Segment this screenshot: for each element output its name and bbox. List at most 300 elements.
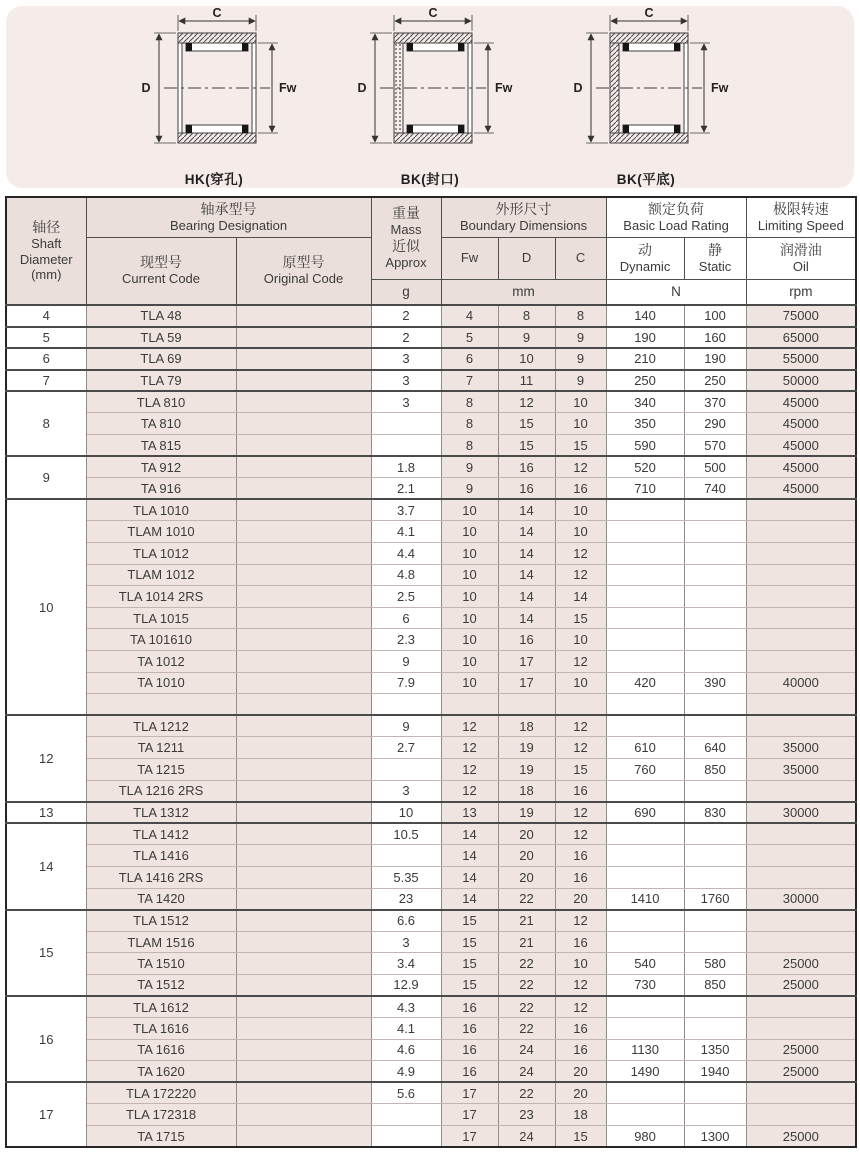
- cell-current-code: TLA 1012: [86, 543, 236, 565]
- diagram-caption-hk: HK(穿孔): [184, 171, 244, 187]
- cell-d: 24: [498, 1039, 555, 1061]
- cell-c: 12: [555, 996, 606, 1018]
- cell-mass: 4.9: [371, 1061, 441, 1083]
- header-boundary-dimensions: 外形尺寸 Boundary Dimensions: [441, 197, 606, 237]
- cell-current-code: TLA 79: [86, 370, 236, 392]
- cell-c: 10: [555, 953, 606, 975]
- cell-fw: 8: [441, 435, 498, 457]
- cell-dynamic-load: 190: [606, 327, 684, 349]
- cell-limiting-speed: [746, 996, 856, 1018]
- table-row: [6, 327, 856, 349]
- table-row: [6, 435, 856, 457]
- cell-dynamic-load: [606, 499, 684, 521]
- cell-fw: 12: [441, 715, 498, 737]
- table-row: [6, 391, 856, 413]
- cell-mass: [371, 758, 441, 780]
- cell-static-load: 850: [684, 758, 746, 780]
- cell-shaft-diameter: 10: [6, 499, 86, 715]
- bearing-cross-section-bk-flat-icon: [546, 7, 746, 165]
- cell-d: 20: [498, 866, 555, 888]
- table-row: [6, 715, 856, 737]
- header-original-code: 原型号 Original Code: [236, 237, 371, 305]
- diagram-caption-bk-flat: BK(平底): [616, 171, 676, 187]
- cell-c: 12: [555, 737, 606, 759]
- cell-d: 16: [498, 456, 555, 478]
- cell-static-load: [684, 910, 746, 932]
- cell-current-code: TLA 1312: [86, 802, 236, 824]
- cell-current-code: TLA 172318: [86, 1104, 236, 1126]
- cell-static-load: [684, 586, 746, 608]
- cell-fw: 14: [441, 888, 498, 910]
- cell-dynamic-load: 520: [606, 456, 684, 478]
- cell-fw: 7: [441, 370, 498, 392]
- cell-limiting-speed: [746, 910, 856, 932]
- cell-mass: 3.4: [371, 953, 441, 975]
- cell-d: 15: [498, 435, 555, 457]
- cell-static-load: [684, 1104, 746, 1126]
- cell-fw: 6: [441, 348, 498, 370]
- table-row: [6, 629, 856, 651]
- cell-original-code: [236, 1018, 371, 1040]
- cell-original-code: [236, 543, 371, 565]
- cell-mass: 5.6: [371, 1082, 441, 1104]
- cell-mass: 3: [371, 348, 441, 370]
- cell-dynamic-load: 1130: [606, 1039, 684, 1061]
- cell-original-code: [236, 758, 371, 780]
- cell-c: 10: [555, 629, 606, 651]
- cell-limiting-speed: [746, 823, 856, 845]
- cell-original-code: [236, 780, 371, 802]
- cell-d: 18: [498, 780, 555, 802]
- cell-current-code: TLA 1416 2RS: [86, 866, 236, 888]
- cell-static-load: 1940: [684, 1061, 746, 1083]
- cell-dynamic-load: 710: [606, 478, 684, 500]
- cell-static-load: [684, 780, 746, 802]
- cell-dynamic-load: [606, 823, 684, 845]
- cell-limiting-speed: [746, 1104, 856, 1126]
- cell-original-code: [236, 305, 371, 327]
- cell-static-load: 370: [684, 391, 746, 413]
- cell-shaft-diameter: 8: [6, 391, 86, 456]
- cell-mass: 4.8: [371, 564, 441, 586]
- cell-d: 22: [498, 996, 555, 1018]
- svg-text:Fw: Fw: [495, 80, 513, 95]
- table-row: [6, 521, 856, 543]
- cell-current-code: TLAM 1010: [86, 521, 236, 543]
- cell-dynamic-load: [606, 521, 684, 543]
- cell-current-code: TLA 1412: [86, 823, 236, 845]
- table-row: [6, 931, 856, 953]
- header-unit-n: N: [606, 279, 746, 305]
- cell-fw: 12: [441, 780, 498, 802]
- cell-current-code: TA 1616: [86, 1039, 236, 1061]
- svg-text:C: C: [428, 6, 438, 20]
- cell-dynamic-load: [606, 651, 684, 673]
- cell-static-load: 160: [684, 327, 746, 349]
- cell-c: 16: [555, 478, 606, 500]
- cell-dynamic-load: [606, 1082, 684, 1104]
- svg-text:D: D: [357, 80, 367, 95]
- cell-c: 15: [555, 1126, 606, 1148]
- cell-c: 9: [555, 348, 606, 370]
- cell-original-code: [236, 1061, 371, 1083]
- header-current-code: 现型号 Current Code: [86, 237, 236, 305]
- cell-current-code: TA 101610: [86, 629, 236, 651]
- cell-dynamic-load: 210: [606, 348, 684, 370]
- cell-dynamic-load: 980: [606, 1126, 684, 1148]
- table-row: [6, 543, 856, 565]
- cell-c: 12: [555, 543, 606, 565]
- table-row: [6, 305, 856, 327]
- cell-mass: 3.7: [371, 499, 441, 521]
- cell-static-load: 1350: [684, 1039, 746, 1061]
- cell-limiting-speed: [746, 845, 856, 867]
- cell-dynamic-load: [606, 866, 684, 888]
- cell-c: 16: [555, 780, 606, 802]
- table-row: [6, 910, 856, 932]
- cell-c: 10: [555, 499, 606, 521]
- cell-dynamic-load: [606, 780, 684, 802]
- cell-static-load: [684, 543, 746, 565]
- cell-limiting-speed: [746, 499, 856, 521]
- cell-original-code: [236, 607, 371, 629]
- cell-static-load: 580: [684, 953, 746, 975]
- cell-c: 12: [555, 456, 606, 478]
- cell-mass: 23: [371, 888, 441, 910]
- cell-static-load: [684, 694, 746, 716]
- bearing-diagram-hk-drawing: [114, 7, 314, 170]
- header-fw: Fw: [441, 237, 498, 279]
- cell-current-code: TA 1620: [86, 1061, 236, 1083]
- cell-d: 11: [498, 370, 555, 392]
- cell-mass: 6.6: [371, 910, 441, 932]
- cell-c: 9: [555, 370, 606, 392]
- cell-d: 22: [498, 888, 555, 910]
- header-mass: 重量 Mass 近似 Approx: [371, 197, 441, 279]
- cell-fw: 15: [441, 974, 498, 996]
- cell-original-code: [236, 715, 371, 737]
- cell-limiting-speed: [746, 564, 856, 586]
- cell-mass: [371, 845, 441, 867]
- header-static: 静 Static: [684, 237, 746, 279]
- cell-fw: 12: [441, 737, 498, 759]
- cell-fw: 10: [441, 586, 498, 608]
- cell-mass: 3: [371, 931, 441, 953]
- table-row: [6, 888, 856, 910]
- cell-fw: 10: [441, 499, 498, 521]
- cell-d: 14: [498, 499, 555, 521]
- cell-mass: 4.3: [371, 996, 441, 1018]
- table-row: [6, 758, 856, 780]
- cell-current-code: TLA 1014 2RS: [86, 586, 236, 608]
- cell-d: 21: [498, 931, 555, 953]
- cell-original-code: [236, 910, 371, 932]
- cell-shaft-diameter: 4: [6, 305, 86, 327]
- cell-fw: 14: [441, 845, 498, 867]
- header-unit-rpm: rpm: [746, 279, 856, 305]
- cell-d: 21: [498, 910, 555, 932]
- svg-text:D: D: [141, 80, 151, 95]
- table-row: [6, 348, 856, 370]
- cell-original-code: [236, 845, 371, 867]
- header-shaft-diameter: 轴径 Shaft Diameter (mm): [6, 197, 86, 305]
- cell-fw: 10: [441, 629, 498, 651]
- cell-limiting-speed: [746, 607, 856, 629]
- cell-d: 22: [498, 974, 555, 996]
- table-row: [6, 780, 856, 802]
- cell-limiting-speed: 40000: [746, 672, 856, 694]
- table-row: [6, 564, 856, 586]
- cell-shaft-diameter: 6: [6, 348, 86, 370]
- cell-mass: [371, 694, 441, 716]
- cell-current-code: TLA 1216 2RS: [86, 780, 236, 802]
- cell-fw: 10: [441, 521, 498, 543]
- cell-static-load: 740: [684, 478, 746, 500]
- cell-original-code: [236, 1104, 371, 1126]
- cell-c: 10: [555, 413, 606, 435]
- cell-d: 16: [498, 478, 555, 500]
- cell-fw: 16: [441, 1039, 498, 1061]
- cell-limiting-speed: 30000: [746, 802, 856, 824]
- cell-mass: 2.5: [371, 586, 441, 608]
- cell-d: 20: [498, 823, 555, 845]
- cell-limiting-speed: [746, 651, 856, 673]
- bearing-diagram-panel: [6, 6, 854, 188]
- cell-dynamic-load: [606, 910, 684, 932]
- cell-dynamic-load: 140: [606, 305, 684, 327]
- header-dynamic: 动 Dynamic: [606, 237, 684, 279]
- cell-fw: 17: [441, 1104, 498, 1126]
- cell-static-load: [684, 931, 746, 953]
- cell-current-code: TLA 59: [86, 327, 236, 349]
- header-unit-mm: mm: [441, 279, 606, 305]
- cell-dynamic-load: 760: [606, 758, 684, 780]
- cell-current-code: TA 1420: [86, 888, 236, 910]
- cell-c: 20: [555, 1082, 606, 1104]
- cell-static-load: [684, 823, 746, 845]
- cell-d: 24: [498, 1061, 555, 1083]
- cell-fw: 16: [441, 1061, 498, 1083]
- cell-original-code: [236, 478, 371, 500]
- cell-original-code: [236, 974, 371, 996]
- cell-fw: 17: [441, 1126, 498, 1148]
- cell-d: 22: [498, 1082, 555, 1104]
- cell-c: 15: [555, 435, 606, 457]
- cell-c: 10: [555, 521, 606, 543]
- cell-d: 24: [498, 1126, 555, 1148]
- cell-c: 12: [555, 802, 606, 824]
- cell-mass: [371, 435, 441, 457]
- cell-fw: 14: [441, 823, 498, 845]
- cell-d: 19: [498, 737, 555, 759]
- cell-c: 12: [555, 910, 606, 932]
- cell-d: 19: [498, 758, 555, 780]
- cell-current-code: TA 1715: [86, 1126, 236, 1148]
- cell-mass: 10.5: [371, 823, 441, 845]
- header-limiting-speed: 极限转速 Limiting Speed: [746, 197, 856, 237]
- table-row: [6, 478, 856, 500]
- table-row: [6, 672, 856, 694]
- cell-limiting-speed: 25000: [746, 1039, 856, 1061]
- bearing-cross-section-bk-sealed-icon: [330, 7, 530, 165]
- cell-current-code: TLAM 1012: [86, 564, 236, 586]
- cell-limiting-speed: 45000: [746, 391, 856, 413]
- cell-current-code: TLA 48: [86, 305, 236, 327]
- table-row: [6, 1039, 856, 1061]
- cell-d: 20: [498, 845, 555, 867]
- cell-fw: 9: [441, 478, 498, 500]
- header-c: C: [555, 237, 606, 279]
- cell-d: 14: [498, 564, 555, 586]
- cell-c: 20: [555, 888, 606, 910]
- cell-original-code: [236, 1039, 371, 1061]
- cell-static-load: [684, 521, 746, 543]
- cell-original-code: [236, 564, 371, 586]
- cell-static-load: 290: [684, 413, 746, 435]
- cell-d: 14: [498, 521, 555, 543]
- table-row: [6, 1082, 856, 1104]
- cell-fw: 10: [441, 564, 498, 586]
- cell-limiting-speed: [746, 629, 856, 651]
- cell-limiting-speed: 45000: [746, 413, 856, 435]
- cell-current-code: TLA 1015: [86, 607, 236, 629]
- cell-dynamic-load: [606, 607, 684, 629]
- cell-dynamic-load: [606, 586, 684, 608]
- cell-current-code: TLA 1616: [86, 1018, 236, 1040]
- cell-static-load: [684, 1082, 746, 1104]
- spec-table-body: [6, 305, 856, 1147]
- cell-mass: 4.6: [371, 1039, 441, 1061]
- cell-dynamic-load: [606, 543, 684, 565]
- cell-limiting-speed: [746, 1018, 856, 1040]
- cell-limiting-speed: 65000: [746, 327, 856, 349]
- cell-limiting-speed: [746, 780, 856, 802]
- cell-original-code: [236, 413, 371, 435]
- cell-fw: 15: [441, 910, 498, 932]
- cell-d: [498, 694, 555, 716]
- cell-dynamic-load: [606, 694, 684, 716]
- cell-dynamic-load: 590: [606, 435, 684, 457]
- table-row: [6, 1126, 856, 1148]
- cell-c: 12: [555, 974, 606, 996]
- cell-limiting-speed: 25000: [746, 1061, 856, 1083]
- cell-limiting-speed: [746, 586, 856, 608]
- cell-mass: 4.4: [371, 543, 441, 565]
- cell-current-code: TA 1215: [86, 758, 236, 780]
- table-row: [6, 823, 856, 845]
- cell-limiting-speed: [746, 715, 856, 737]
- bearing-diagram-bk-sealed: [330, 7, 530, 188]
- cell-limiting-speed: 25000: [746, 974, 856, 996]
- table-row: [6, 499, 856, 521]
- cell-original-code: [236, 823, 371, 845]
- cell-limiting-speed: 30000: [746, 888, 856, 910]
- cell-shaft-diameter: 13: [6, 802, 86, 824]
- cell-mass: [371, 413, 441, 435]
- cell-limiting-speed: 35000: [746, 758, 856, 780]
- table-row: [6, 370, 856, 392]
- cell-fw: 16: [441, 1018, 498, 1040]
- cell-dynamic-load: 540: [606, 953, 684, 975]
- cell-fw: 10: [441, 543, 498, 565]
- cell-d: 8: [498, 305, 555, 327]
- cell-current-code: TLA 1416: [86, 845, 236, 867]
- cell-original-code: [236, 888, 371, 910]
- cell-dynamic-load: [606, 1018, 684, 1040]
- cell-c: 12: [555, 651, 606, 673]
- cell-current-code: TA 1211: [86, 737, 236, 759]
- cell-limiting-speed: 25000: [746, 1126, 856, 1148]
- cell-original-code: [236, 737, 371, 759]
- cell-limiting-speed: [746, 543, 856, 565]
- cell-current-code: TA 1512: [86, 974, 236, 996]
- cell-original-code: [236, 435, 371, 457]
- svg-text:D: D: [573, 80, 583, 95]
- cell-shaft-diameter: 15: [6, 910, 86, 996]
- cell-dynamic-load: [606, 996, 684, 1018]
- cell-dynamic-load: 1410: [606, 888, 684, 910]
- cell-mass: 1.8: [371, 456, 441, 478]
- cell-mass: [371, 1104, 441, 1126]
- cell-fw: 12: [441, 758, 498, 780]
- bearing-spec-table: [5, 196, 857, 1148]
- cell-current-code: TLAM 1516: [86, 931, 236, 953]
- cell-mass: 3: [371, 780, 441, 802]
- cell-original-code: [236, 499, 371, 521]
- cell-static-load: 1760: [684, 888, 746, 910]
- table-header: [6, 197, 856, 305]
- cell-original-code: [236, 866, 371, 888]
- cell-mass: 3: [371, 370, 441, 392]
- cell-current-code: TA 912: [86, 456, 236, 478]
- bearing-diagram-bk-sealed-drawing: [330, 7, 530, 170]
- bearing-diagram-bk-flat: [546, 7, 746, 188]
- cell-dynamic-load: 340: [606, 391, 684, 413]
- cell-fw: 9: [441, 456, 498, 478]
- cell-limiting-speed: [746, 1082, 856, 1104]
- cell-original-code: [236, 953, 371, 975]
- cell-shaft-diameter: 17: [6, 1082, 86, 1147]
- cell-fw: 16: [441, 996, 498, 1018]
- cell-c: 18: [555, 1104, 606, 1126]
- cell-shaft-diameter: 9: [6, 456, 86, 499]
- cell-fw: 5: [441, 327, 498, 349]
- cell-dynamic-load: 250: [606, 370, 684, 392]
- table-row: [6, 413, 856, 435]
- cell-c: 12: [555, 564, 606, 586]
- cell-fw: 10: [441, 651, 498, 673]
- table-row: [6, 802, 856, 824]
- cell-static-load: 190: [684, 348, 746, 370]
- cell-dynamic-load: [606, 1104, 684, 1126]
- table-row: [6, 607, 856, 629]
- cell-shaft-diameter: 12: [6, 715, 86, 801]
- cell-mass: 2: [371, 327, 441, 349]
- cell-d: 17: [498, 651, 555, 673]
- cell-mass: 2.7: [371, 737, 441, 759]
- cell-d: 18: [498, 715, 555, 737]
- bearing-diagram-hk: [114, 7, 314, 188]
- cell-mass: 3: [371, 391, 441, 413]
- table-row: [6, 694, 856, 716]
- cell-d: 23: [498, 1104, 555, 1126]
- cell-static-load: 100: [684, 305, 746, 327]
- cell-dynamic-load: 420: [606, 672, 684, 694]
- cell-limiting-speed: 55000: [746, 348, 856, 370]
- cell-static-load: 1300: [684, 1126, 746, 1148]
- cell-current-code: [86, 694, 236, 716]
- cell-d: 22: [498, 1018, 555, 1040]
